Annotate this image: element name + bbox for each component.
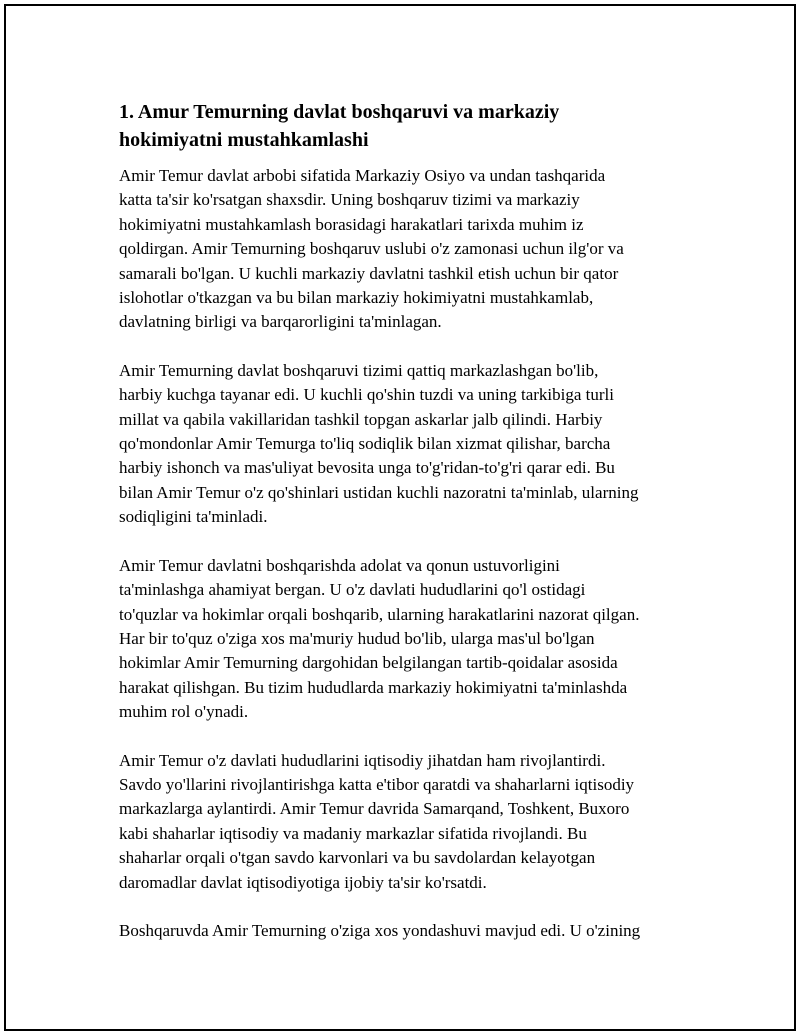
text-line: Boshqaruvda Amir Temurning o'ziga xos yondashuvi mavjud edi. U o'zining [119, 920, 641, 940]
text-line: shaharlar orqali o'tgan savdo karvonlari va bu savdolardan kelayotgan [119, 848, 596, 868]
text-line: harbiy kuchga tayanar edi. U kuchli qo'shin tuzdi va uning tarkibiga turli [119, 385, 614, 405]
paragraph-1 [119, 164, 699, 335]
text-line: millat va qabila vakillaridan tashkil topgan askarlar jalb qilindi. Harbiy [119, 409, 603, 429]
text-line: Amir Temur davlatni boshqarishda adolat va qonun ustuvorligini [119, 555, 560, 575]
paragraph-3 [119, 554, 699, 725]
paragraph-2 [119, 359, 699, 530]
text-line: muhim rol o'ynadi. [119, 702, 249, 722]
text-line: kabi shaharlar iqtisodiy va madaniy markazlar sifatida rivojlandi. Bu [119, 823, 587, 843]
text-line: samarali bo'lgan. U kuchli markaziy davlatni tashkil etish uchun bir qator [119, 263, 619, 283]
text-line: markazlarga aylantirdi. Amir Temur davrida Samarqand, Toshkent, Buxoro [119, 799, 630, 819]
text-line: Amir Temurning davlat boshqaruvi tizimi qattiq markazlashgan bo'lib, [119, 360, 599, 380]
text-line: harakat qilishgan. Bu tizim hududlarda markaziy hokimiyatni ta'minlashda [119, 677, 628, 697]
section-heading-line: hokimiyatni mustahkamlashi [119, 129, 369, 151]
paragraph-5 [119, 919, 699, 943]
text-line: to'quzlar va hokimlar orqali boshqarib, ularning harakatlarini nazorat qilgan. [119, 604, 640, 624]
text-line: daromadlar davlat iqtisodiyotiga ijobiy ta'sir ko'rsatdi. [119, 872, 487, 892]
section-heading-line: 1. Amur Temurning davlat boshqaruvi va markaziy [119, 101, 560, 123]
text-line: islohotlar o'tkazgan va bu bilan markaziy hokimiyatni mustahkamlab, [119, 288, 594, 308]
text-line: qoldirgan. Amir Temurning boshqaruv uslubi o'z zamonasi uchun ilg'or va [119, 239, 624, 259]
text-line: hokimiyatni mustahkamlash borasidagi harakatlari tarixda muhim iz [119, 214, 584, 234]
text-line: Amir Temur o'z davlati hududlarini iqtisodiy jihatdan ham rivojlantirdi. [119, 750, 606, 770]
text-line: Har bir to'quz o'ziga xos ma'muriy hudud bo'lib, ularga mas'ul bo'lgan [119, 628, 595, 648]
document-body [119, 98, 699, 967]
page-frame [4, 4, 796, 1031]
text-line: hokimlar Amir Temurning dargohidan belgilangan tartib-qoidalar asosida [119, 653, 618, 673]
text-line: davlatning birligi va barqarorligini ta'minlagan. [119, 312, 442, 332]
section-heading [119, 98, 699, 154]
text-line: sodiqligini ta'minladi. [119, 507, 268, 527]
text-line: harbiy ishonch va mas'uliyat bevosita unga to'g'ridan-to'g'ri qarar edi. Bu [119, 458, 615, 478]
text-line: bilan Amir Temur o'z qo'shinlari ustidan kuchli nazoratni ta'minlab, ularning [119, 482, 639, 502]
text-line: katta ta'sir ko'rsatgan shaxsdir. Uning boshqaruv tizimi va markaziy [119, 190, 580, 210]
text-line: Savdo yo'llarini rivojlantirishga katta e'tibor qaratdi va shaharlarni iqtisodiy [119, 774, 635, 794]
paragraph-4 [119, 749, 699, 895]
text-line: Amir Temur davlat arbobi sifatida Markaziy Osiyo va undan tashqarida [119, 166, 606, 185]
text-line: ta'minlashga ahamiyat bergan. U o'z davlati hududlarini qo'l ostidagi [119, 580, 586, 600]
text-line: qo'mondonlar Amir Temurga to'liq sodiqlik bilan xizmat qilishar, barcha [119, 434, 611, 454]
